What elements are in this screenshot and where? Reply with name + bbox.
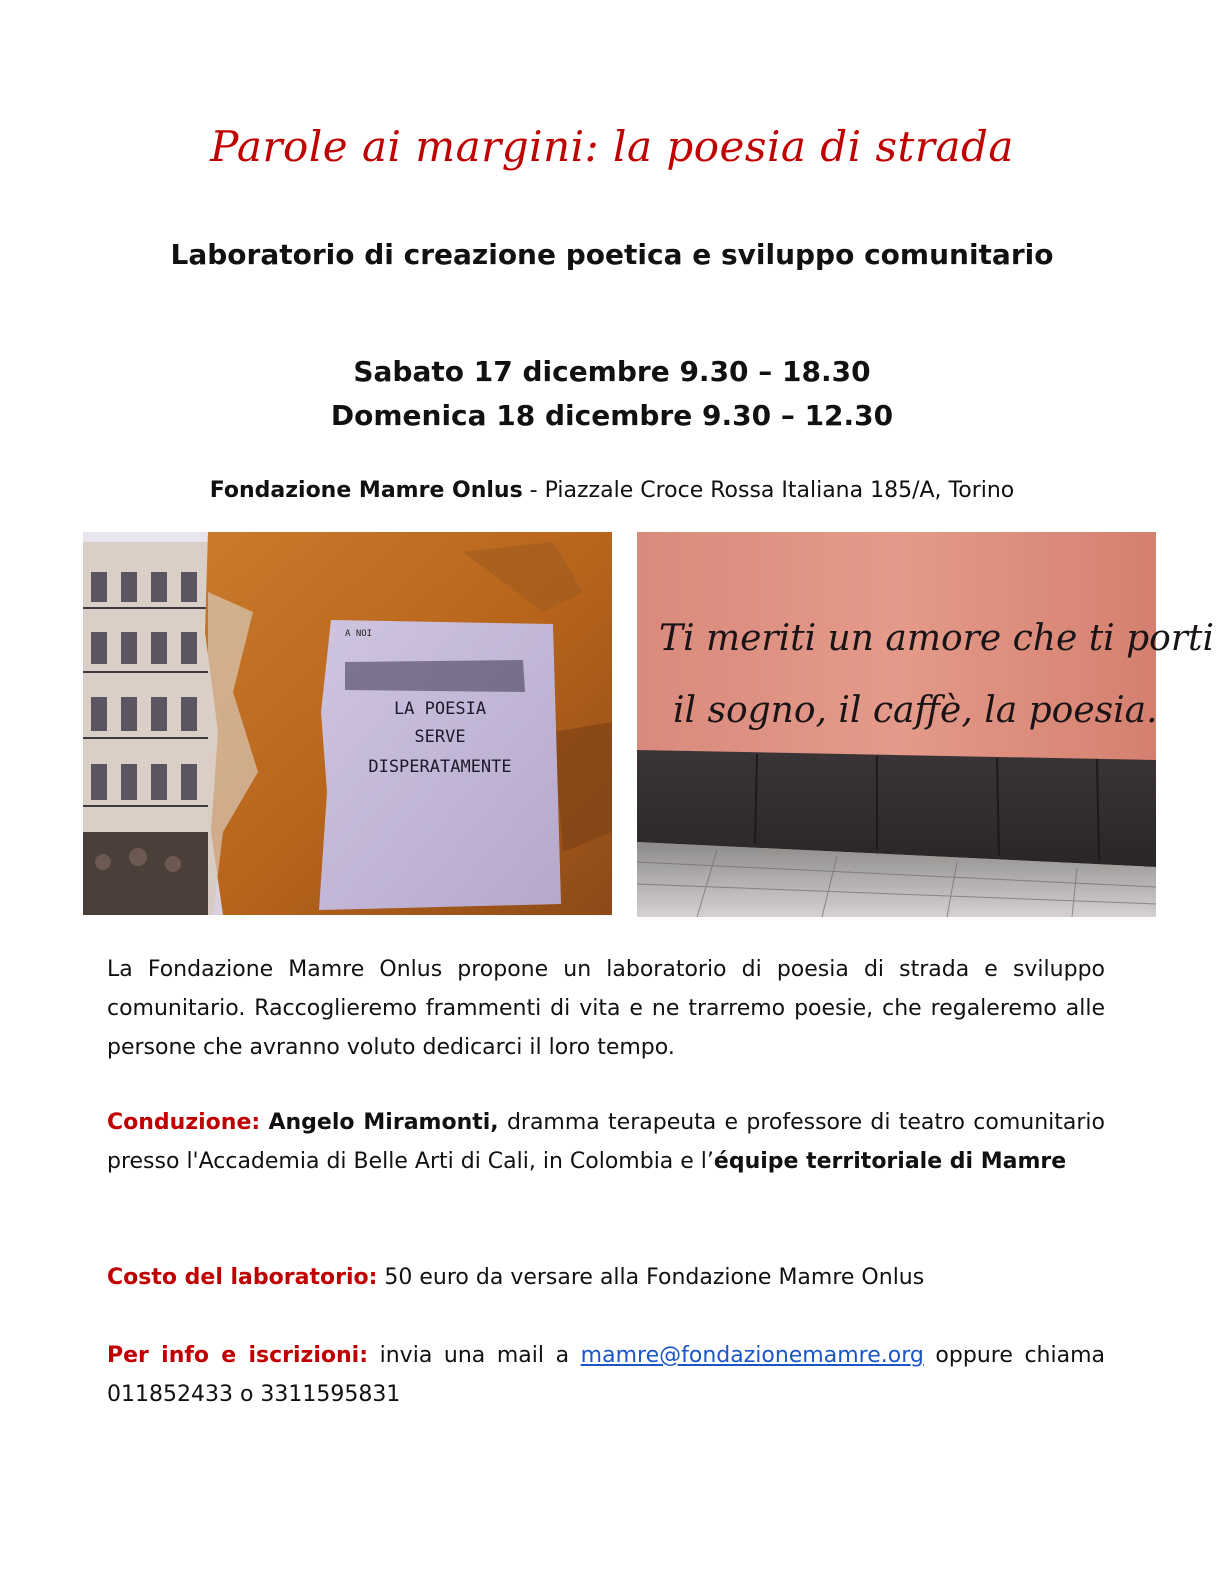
poster-line-2: SERVE — [414, 727, 466, 747]
cost-paragraph — [107, 1258, 1105, 1297]
graffiti-line-2: il sogno, il caffè, la poesia. — [673, 690, 1158, 731]
conduction-team: équipe territoriale di Mamre — [713, 1149, 1067, 1174]
conductor-name: Angelo Miramonti, — [268, 1110, 499, 1135]
info-text-after: oppure chiama 011852433 o 3311595831 — [107, 1343, 1105, 1407]
event-location — [0, 478, 1224, 503]
info-text-before: invia una mail a — [368, 1343, 581, 1368]
page-subtitle: Laboratorio di creazione poetica e sviluppo comunitario — [170, 238, 1054, 271]
event-dates — [0, 350, 1224, 438]
poster-line-1: LA POESIA — [393, 699, 487, 719]
graffiti-wall-illustration — [637, 532, 1215, 917]
date-saturday: Sabato 17 dicembre 9.30 – 18.30 — [353, 355, 871, 388]
conduction-text: dramma terapeuta e professore di teatro comunitario presso l'Accademia di Belle Arti di Cali, in Colombia e l’ — [107, 1110, 1106, 1174]
location-separator: - — [522, 478, 545, 503]
poster-small-text: A NOI — [345, 629, 373, 639]
cost-text: 50 euro da versare alla Fondazione Mamre Onlus — [377, 1265, 925, 1290]
graffiti-wall-photo — [637, 532, 1215, 917]
intro-paragraph: La Fondazione Mamre Onlus propone un laboratorio di poesia di strada e sviluppo comunitario. Raccoglieremo frammenti di vita e ne trarremo poesie, che regaleremo alle persone che avranno voluto dedicarci il loro tempo. — [107, 957, 1105, 1060]
info-paragraph — [107, 1336, 1105, 1414]
venue-name: Fondazione Mamre Onlus — [209, 478, 523, 503]
street-poster-illustration — [83, 532, 612, 915]
poster-line-3: DISPERATAMENTE — [368, 757, 512, 777]
venue-address: Piazzale Croce Rossa Italiana 185/A, Torino — [544, 478, 1015, 503]
street-poster-photo — [83, 532, 612, 915]
email-link[interactable]: mamre@fondazionemamre.org — [580, 1343, 924, 1368]
conduction-paragraph — [107, 1103, 1105, 1181]
cost-label: Costo del laboratorio: — [107, 1265, 378, 1290]
info-label: Per info e iscrizioni: — [107, 1343, 369, 1368]
conduction-label: Conduzione: — [107, 1110, 261, 1135]
page-title: Parole ai margini: la poesia di strada — [210, 122, 1014, 171]
graffiti-line-1: Ti meriti un amore che ti porti — [659, 618, 1215, 659]
date-sunday: Domenica 18 dicembre 9.30 – 12.30 — [330, 399, 894, 432]
